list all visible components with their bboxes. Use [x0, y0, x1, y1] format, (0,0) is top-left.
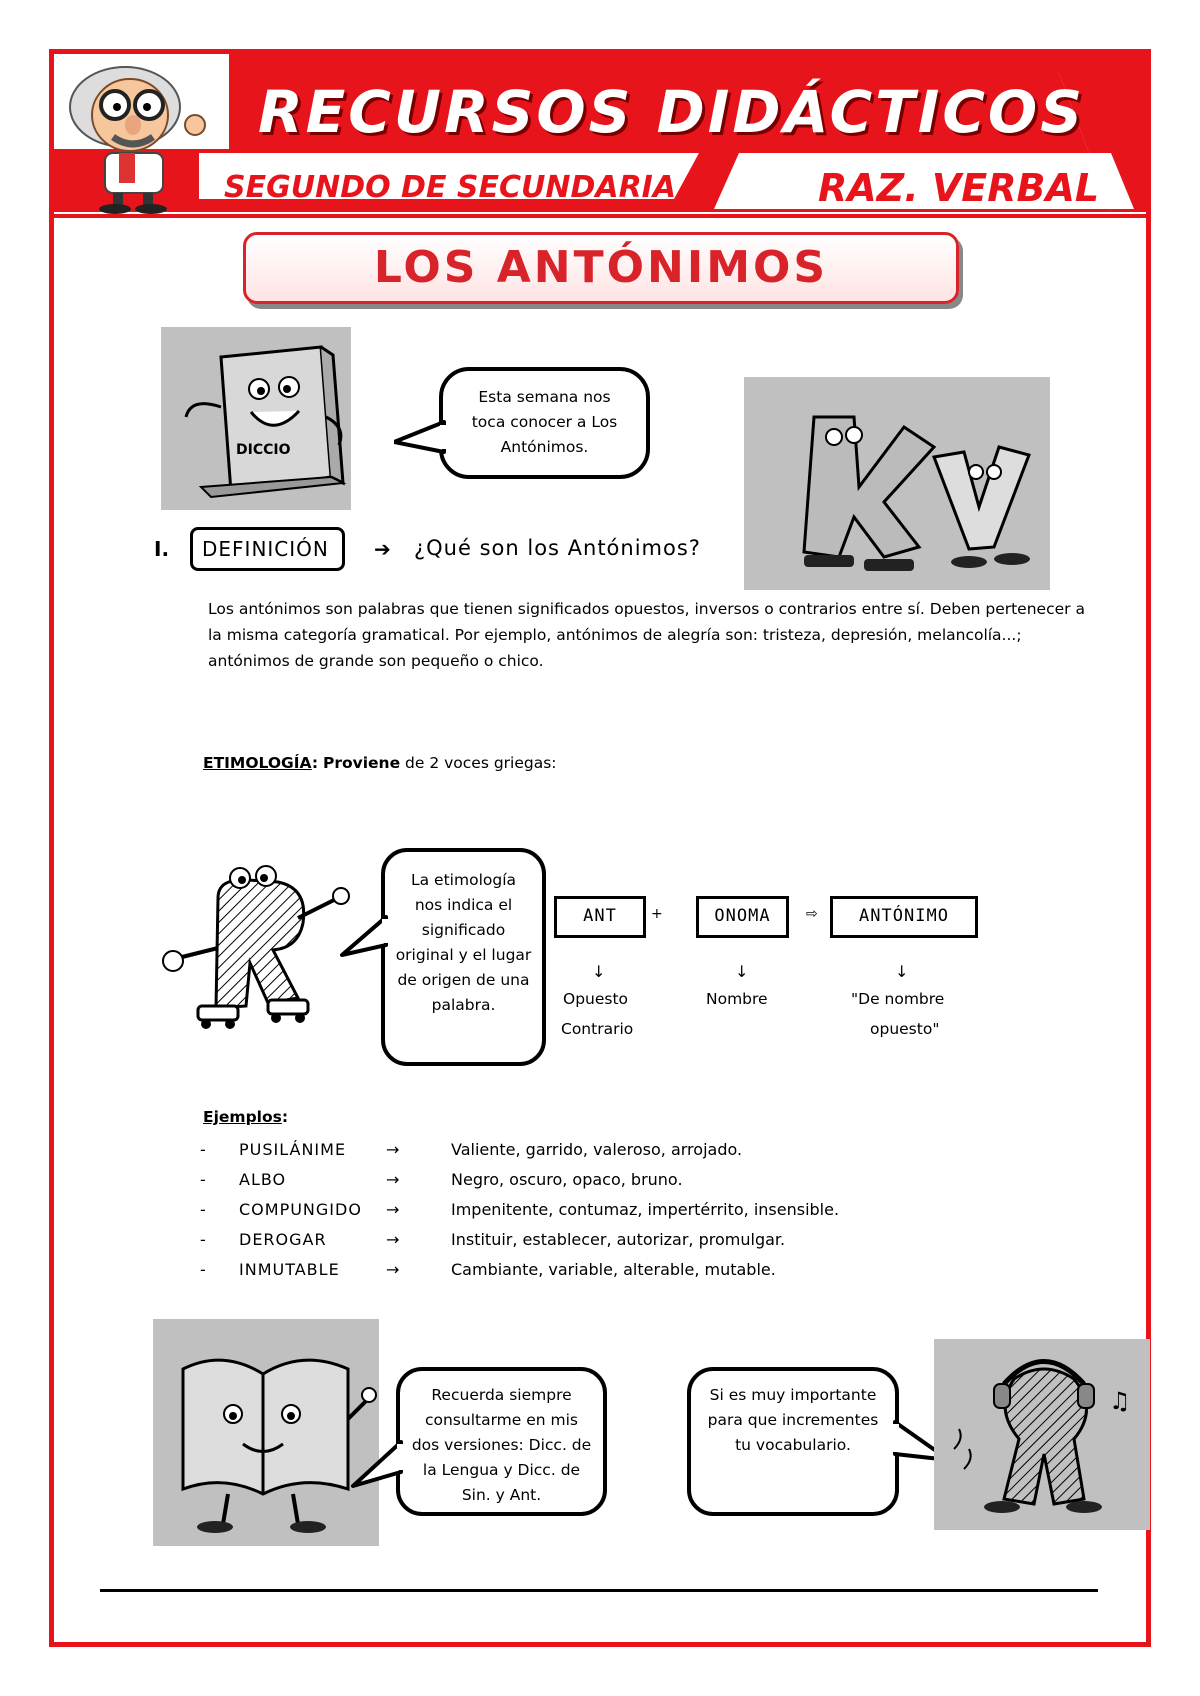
- plus-sign: +: [651, 906, 663, 922]
- svg-text:♫: ♫: [1109, 1387, 1131, 1415]
- intro-speech-bubble: [439, 367, 650, 479]
- meaning-ant-2: Contrario: [561, 1020, 634, 1038]
- example-arrow-icon: →: [386, 1230, 400, 1249]
- dictionary-speech-bubble: [396, 1367, 607, 1516]
- example-word: PUSILÁNIME: [239, 1140, 347, 1159]
- letter-r-character: [158, 858, 353, 1033]
- down-arrow-icon: ↓: [895, 962, 909, 981]
- intro-bubble-text: Esta semana nos toca conocer a Los Antónimos.: [471, 388, 618, 456]
- etymology-bubble-text: La etimología nos indica el significado original y el lugar de origen de una palabra.: [395, 871, 532, 1014]
- dictionary-bubble-text: Recuerda siempre consultarme en mis dos versiones: Dicc. de la Lengua y Dicc. de Sin. y Ant.: [411, 1386, 592, 1504]
- example-bullet: -: [200, 1230, 206, 1249]
- example-word: ALBO: [239, 1170, 287, 1189]
- bottom-rule: [100, 1589, 1098, 1592]
- vocabulary-bubble-text: Si es muy importante para que incrementes tu vocabulario.: [707, 1386, 879, 1454]
- dictionary-bubble-tail: [351, 1440, 403, 1490]
- example-bullet: -: [200, 1140, 206, 1159]
- result-arrow-icon: ⇨: [806, 906, 818, 922]
- example-arrow-icon: →: [386, 1140, 400, 1159]
- section-question: ¿Qué son los Antónimos?: [414, 536, 701, 560]
- vocabulary-speech-bubble: [687, 1367, 899, 1516]
- book-cover-text: DICCIO: [236, 442, 291, 458]
- example-word: COMPUNGIDO: [239, 1200, 362, 1219]
- section-number: I.: [154, 537, 170, 561]
- examples-heading: Ejemplos: [203, 1108, 282, 1126]
- meaning-ant-1: Opuesto: [563, 990, 629, 1008]
- example-antonyms: Instituir, establecer, autorizar, promulgar.: [451, 1230, 786, 1249]
- letters-k-v-image: [744, 377, 1050, 590]
- etymology-speech-bubble: [381, 848, 546, 1066]
- meaning-antonimo-2: opuesto": [870, 1020, 940, 1038]
- word-box-antonimo: ANTÓNIMO: [830, 896, 978, 938]
- etymology-bold: Proviene: [322, 754, 401, 772]
- examples-colon: :: [281, 1108, 289, 1126]
- down-arrow-icon: ↓: [735, 962, 749, 981]
- example-word: INMUTABLE: [239, 1260, 340, 1279]
- example-bullet: -: [200, 1170, 206, 1189]
- example-bullet: -: [200, 1200, 206, 1219]
- intro-bubble-tail: [394, 420, 446, 460]
- etymology-line: [203, 754, 557, 772]
- section-label-box: [190, 527, 345, 571]
- etymology-heading: ETIMOLOGÍA: [203, 754, 312, 772]
- etymology-bubble-tail: [340, 915, 388, 959]
- dancing-letter-image: [934, 1339, 1150, 1530]
- down-arrow-icon: ↓: [592, 962, 606, 981]
- example-antonyms: Valiente, garrido, valeroso, arrojado.: [451, 1140, 743, 1159]
- examples-heading-line: [203, 1108, 288, 1126]
- page-title: LOS ANTÓNIMOS: [373, 242, 829, 293]
- word-box-onoma: ONOMA: [696, 896, 789, 938]
- open-book-character-image: [153, 1319, 379, 1546]
- word-box-ant: ANT: [554, 896, 646, 938]
- page-title-box: [243, 232, 959, 304]
- header-level: SEGUNDO DE SECUNDARIA: [224, 170, 677, 205]
- definition-paragraph: Los antónimos son palabras que tienen significados opuestos, inversos o contrarios entre sí. Deben pertenecer a la misma categoría gramatical. Por ejemplo, antónimos de alegría son: tristeza, depresión, melancolía...; antónimos de grande son pequeño o chico.: [208, 600, 1085, 670]
- header-title: RECURSOS DIDÁCTICOS: [258, 78, 1085, 146]
- example-arrow-icon: →: [386, 1260, 400, 1279]
- section-label: DEFINICIÓN: [202, 537, 329, 561]
- meaning-onoma: Nombre: [706, 990, 768, 1008]
- meaning-antonimo-1: "De nombre: [851, 990, 945, 1008]
- header-subject: RAZ. VERBAL: [818, 166, 1100, 210]
- example-word: DEROGAR: [239, 1230, 327, 1249]
- dictionary-character-image: [161, 327, 351, 510]
- example-antonyms: Impenitente, contumaz, impertérrito, insensible.: [451, 1200, 840, 1219]
- example-arrow-icon: →: [386, 1200, 400, 1219]
- example-bullet: -: [200, 1260, 206, 1279]
- example-arrow-icon: →: [386, 1170, 400, 1189]
- section-arrow-icon: ➔: [374, 537, 391, 561]
- example-antonyms: Cambiante, variable, alterable, mutable.: [451, 1260, 776, 1279]
- etymology-colon: :: [311, 754, 319, 772]
- professor-mascot: [55, 55, 215, 215]
- etymology-rest: de 2 voces griegas:: [405, 754, 557, 772]
- example-antonyms: Negro, oscuro, opaco, bruno.: [451, 1170, 683, 1189]
